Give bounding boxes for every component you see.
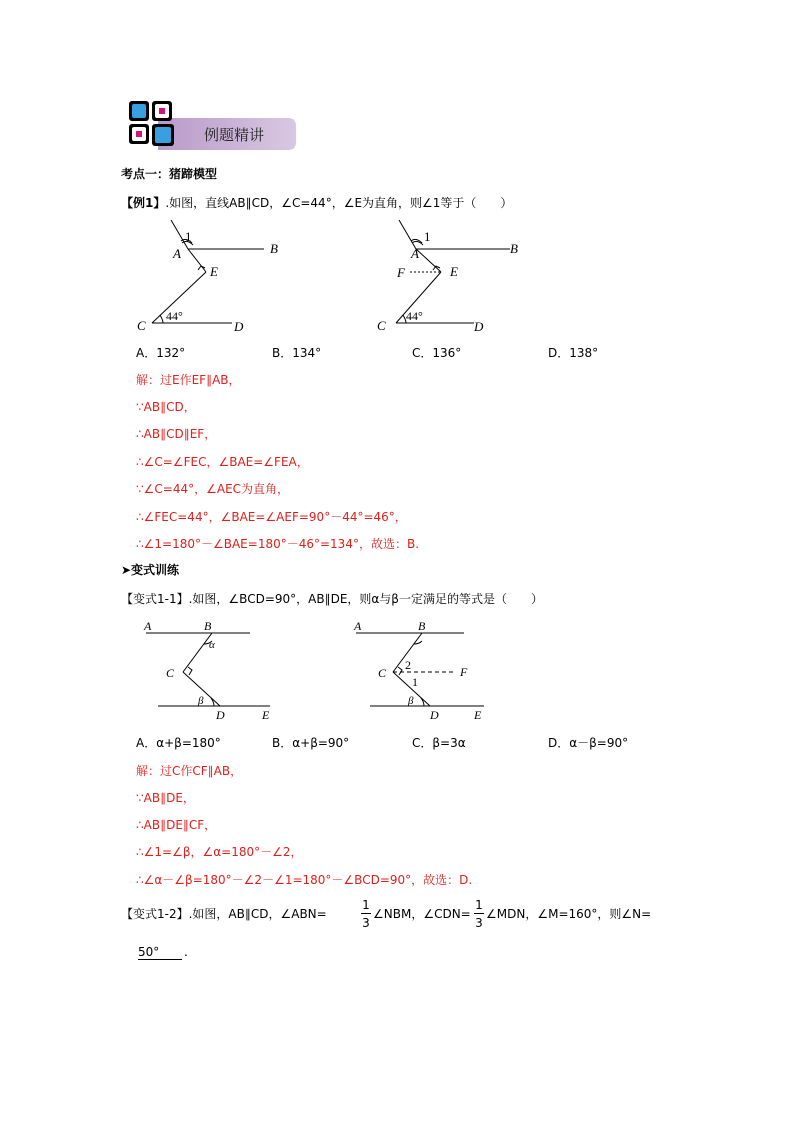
fig2r-label-c: C	[378, 666, 387, 680]
example-1-solution-line: 解：过E作EF∥AB，	[136, 373, 241, 387]
variant-1-1-option-d: D．α－β=90°	[548, 736, 629, 750]
variant-1-1-question: 【变式1-1】.如图，∠BCD=90°，AB∥DE，则α与β一定满足的等式是（ ）	[121, 592, 543, 606]
fig1-label-e: E	[210, 264, 218, 279]
answer-value: 50°	[138, 945, 160, 959]
example-1-option-c: C．136°	[412, 346, 462, 360]
example-1-solution-line: ∴∠C=∠FEC，∠BAE=∠FEA，	[136, 455, 309, 469]
fig2r-label-b: B	[418, 619, 426, 633]
fig1r-label-b: B	[510, 241, 518, 256]
example-1-text: .如图，直线AB∥CD，∠C=44°，∠E为直角，则∠1等于（ ）	[165, 196, 513, 210]
fig2r-label-1: 1	[412, 675, 418, 689]
fig1r-label-f: F	[397, 265, 405, 280]
variant-1-1-option-c: C．β=3α	[412, 736, 466, 750]
example-1-solution-line: ∴∠1=180°－∠BAE=180°－46°=134°，故选：B.	[136, 537, 420, 551]
variant-1-2-part-c: ∠MDN，∠M=160°，则∠N=	[486, 907, 652, 921]
example-1-option-b: B．134°	[272, 346, 322, 360]
variant-1-2-answer	[138, 945, 182, 960]
fig2r-label-a: A	[354, 619, 362, 633]
fig1-label-b: B	[270, 241, 278, 256]
variant-header: ➤变式训练	[121, 563, 180, 577]
fig1-label-d: D	[234, 319, 244, 334]
example-1-solution-line: ∴∠FEC=44°，∠BAE=∠AEF=90°－44°=46°，	[136, 510, 407, 524]
fig2-label-alpha: α	[209, 639, 215, 651]
example-1-solution-line: ∵AB∥CD，	[136, 400, 196, 414]
fig1-label-a: A	[173, 246, 181, 261]
variant-1-2-period: .	[184, 945, 188, 959]
example-1-figure-right	[370, 218, 570, 340]
fig1r-label-1: 1	[424, 229, 431, 244]
variant-1-1-option-b: B．α+β=90°	[272, 736, 350, 750]
variant-1-1-figure-left	[138, 614, 288, 726]
example-1-option-a: A．132°	[136, 346, 186, 360]
fig1-label-c: C	[137, 318, 146, 333]
variant-1-1-option-a: A．α+β=180°	[136, 736, 221, 750]
example-1-solution-line: ∴AB∥CD∥EF，	[136, 427, 217, 441]
fig1r-label-angle: 44°	[406, 309, 423, 323]
fig1r-label-a: A	[411, 246, 419, 261]
fig1r-label-d: D	[474, 319, 484, 334]
fig2r-label-2: 2	[405, 658, 411, 672]
variant-1-1-solution-line: ∴AB∥DE∥CF，	[136, 818, 217, 832]
variant-1-1-solution-line: ∵AB∥DE，	[136, 791, 195, 805]
variant-1-1-solution-line: ∴∠1=∠β，∠α=180°－∠2，	[136, 845, 303, 859]
example-1-option-d: D．138°	[548, 346, 599, 360]
example-1-tag: 【例1】	[121, 196, 166, 210]
fig2-label-beta: β	[198, 695, 204, 707]
fraction-1-denominator: 3	[362, 916, 370, 930]
fig2-label-b: B	[204, 619, 212, 633]
example-1-question	[121, 196, 512, 210]
fig2-label-c: C	[166, 666, 175, 680]
fig1-label-angle: 44°	[166, 309, 183, 323]
section-banner	[128, 100, 298, 156]
variant-1-2-part-b: ∠NBM，∠CDN=	[373, 907, 471, 921]
fraction-1-bar	[361, 913, 371, 914]
fig2-label-d: D	[216, 708, 225, 722]
example-1-figure-left	[130, 218, 390, 340]
variant-1-1-figure-right	[350, 614, 510, 726]
variant-1-1-solution-line: 解：过C作CF∥AB，	[136, 764, 243, 778]
section-title: 考点一：猪蹄模型	[121, 167, 218, 181]
variant-1-2-part-a: 【变式1-2】.如图，AB∥CD，∠ABN=	[121, 907, 327, 921]
variant-1-1-solution-line: ∴∠α－∠β=180°－∠2－∠1=180°－∠BCD=90°，故选：D.	[136, 873, 473, 887]
fig2r-label-e: E	[474, 708, 482, 722]
fig2r-label-beta: β	[408, 695, 414, 707]
fraction-1-numerator: 1	[362, 898, 370, 912]
fig1r-label-e: E	[450, 264, 458, 279]
fraction-2-denominator: 3	[475, 916, 483, 930]
example-1-solution-line: ∵∠C=44°，∠AEC为直角，	[136, 482, 290, 496]
fig1r-label-c: C	[377, 318, 386, 333]
fig2r-label-f: F	[460, 665, 468, 679]
fig2-label-a: A	[144, 619, 152, 633]
banner-title: 例题精讲	[204, 126, 265, 144]
fig2-label-e: E	[262, 708, 270, 722]
fig1-label-1: 1	[185, 229, 192, 244]
fraction-2-bar	[474, 913, 484, 914]
fig2r-label-d: D	[430, 708, 439, 722]
fraction-2-numerator: 1	[475, 898, 483, 912]
